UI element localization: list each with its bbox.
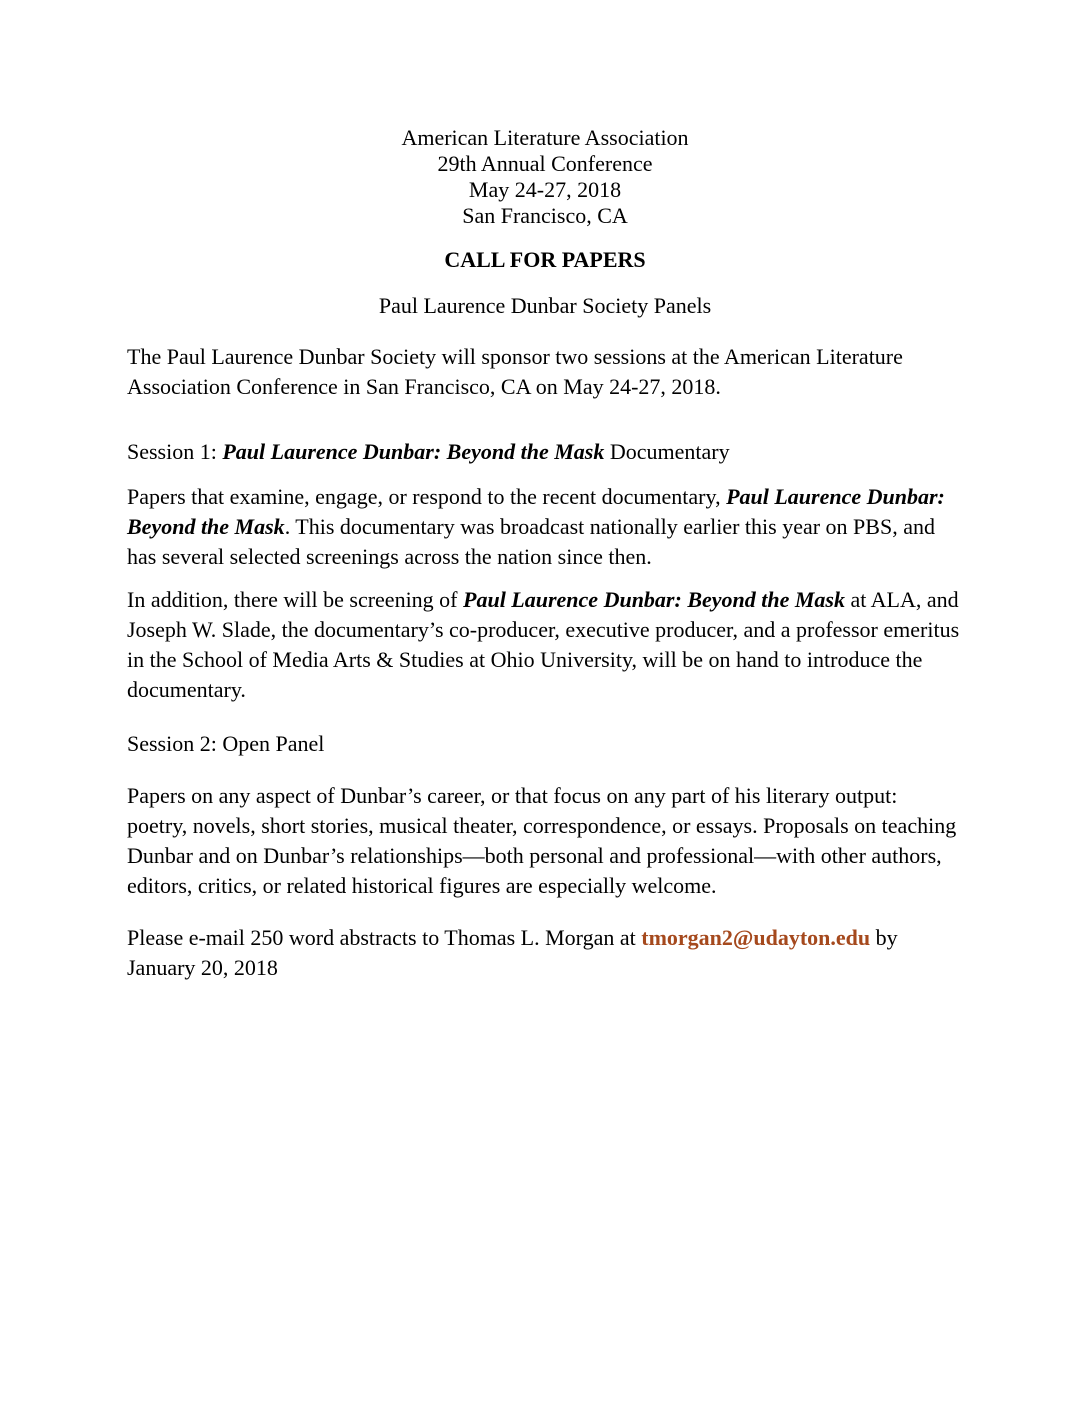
session1-heading bbox=[127, 437, 963, 467]
conference-header bbox=[127, 125, 963, 229]
documentary-title: Paul Laurence Dunbar: Beyond the Mask bbox=[463, 587, 845, 612]
session1-para1-after: . This documentary was broadcast nationally earlier this year on PBS, and has several selected screenings across the nation since then. bbox=[127, 514, 935, 569]
documentary-title: Paul Laurence Dunbar: Beyond the Mask bbox=[222, 439, 605, 464]
header-line-location: San Francisco, CA bbox=[462, 203, 628, 228]
closing-after: by January 20, 2018 bbox=[127, 925, 898, 980]
header-line-association: American Literature Association bbox=[401, 125, 689, 150]
session1-paragraph-1 bbox=[127, 482, 963, 572]
header-line-dates: May 24-27, 2018 bbox=[468, 177, 622, 202]
documentary-title: Paul Laurence Dunbar: Beyond the Mask bbox=[127, 484, 945, 539]
session1-suffix: Documentary bbox=[604, 439, 730, 464]
society-panels-heading: Paul Laurence Dunbar Society Panels bbox=[378, 293, 712, 318]
intro-paragraph: The Paul Laurence Dunbar Society will sponsor two sessions at the American Literature Association Conference in San Francisco, CA on May 24-27, 2018. bbox=[127, 344, 903, 399]
session1-label: Session 1: bbox=[127, 439, 223, 464]
call-for-papers-heading: CALL FOR PAPERS bbox=[444, 247, 646, 272]
session1-para2-before: In addition, there will be screening of bbox=[127, 587, 464, 612]
email-link[interactable]: tmorgan2@udayton.edu bbox=[641, 925, 871, 950]
session1-para2-after: at ALA, and Joseph W. Slade, the documentary’s co-producer, executive producer, and a professor emeritus in the School of Media Arts & Studies at Ohio University, will be on hand to introduce the documentary. bbox=[127, 587, 960, 702]
session2-paragraph: Papers on any aspect of Dunbar’s career, or that focus on any part of his literary output: poetry, novels, short stories, musical theater, correspondence, or essays. Proposals on teaching Dunbar and on Dunbar’s relationships—both personal and professional—with other authors, editors, critics, or related historical figures are especially welcome. bbox=[127, 783, 957, 898]
closing-before: Please e-mail 250 word abstracts to Thomas L. Morgan at bbox=[127, 925, 642, 950]
header-line-conference: 29th Annual Conference bbox=[437, 151, 653, 176]
session1-para1-before: Papers that examine, engage, or respond to the recent documentary, bbox=[127, 484, 727, 509]
closing-paragraph bbox=[127, 923, 963, 983]
session2-heading: Session 2: Open Panel bbox=[127, 731, 325, 756]
session1-paragraph-2 bbox=[127, 585, 963, 705]
